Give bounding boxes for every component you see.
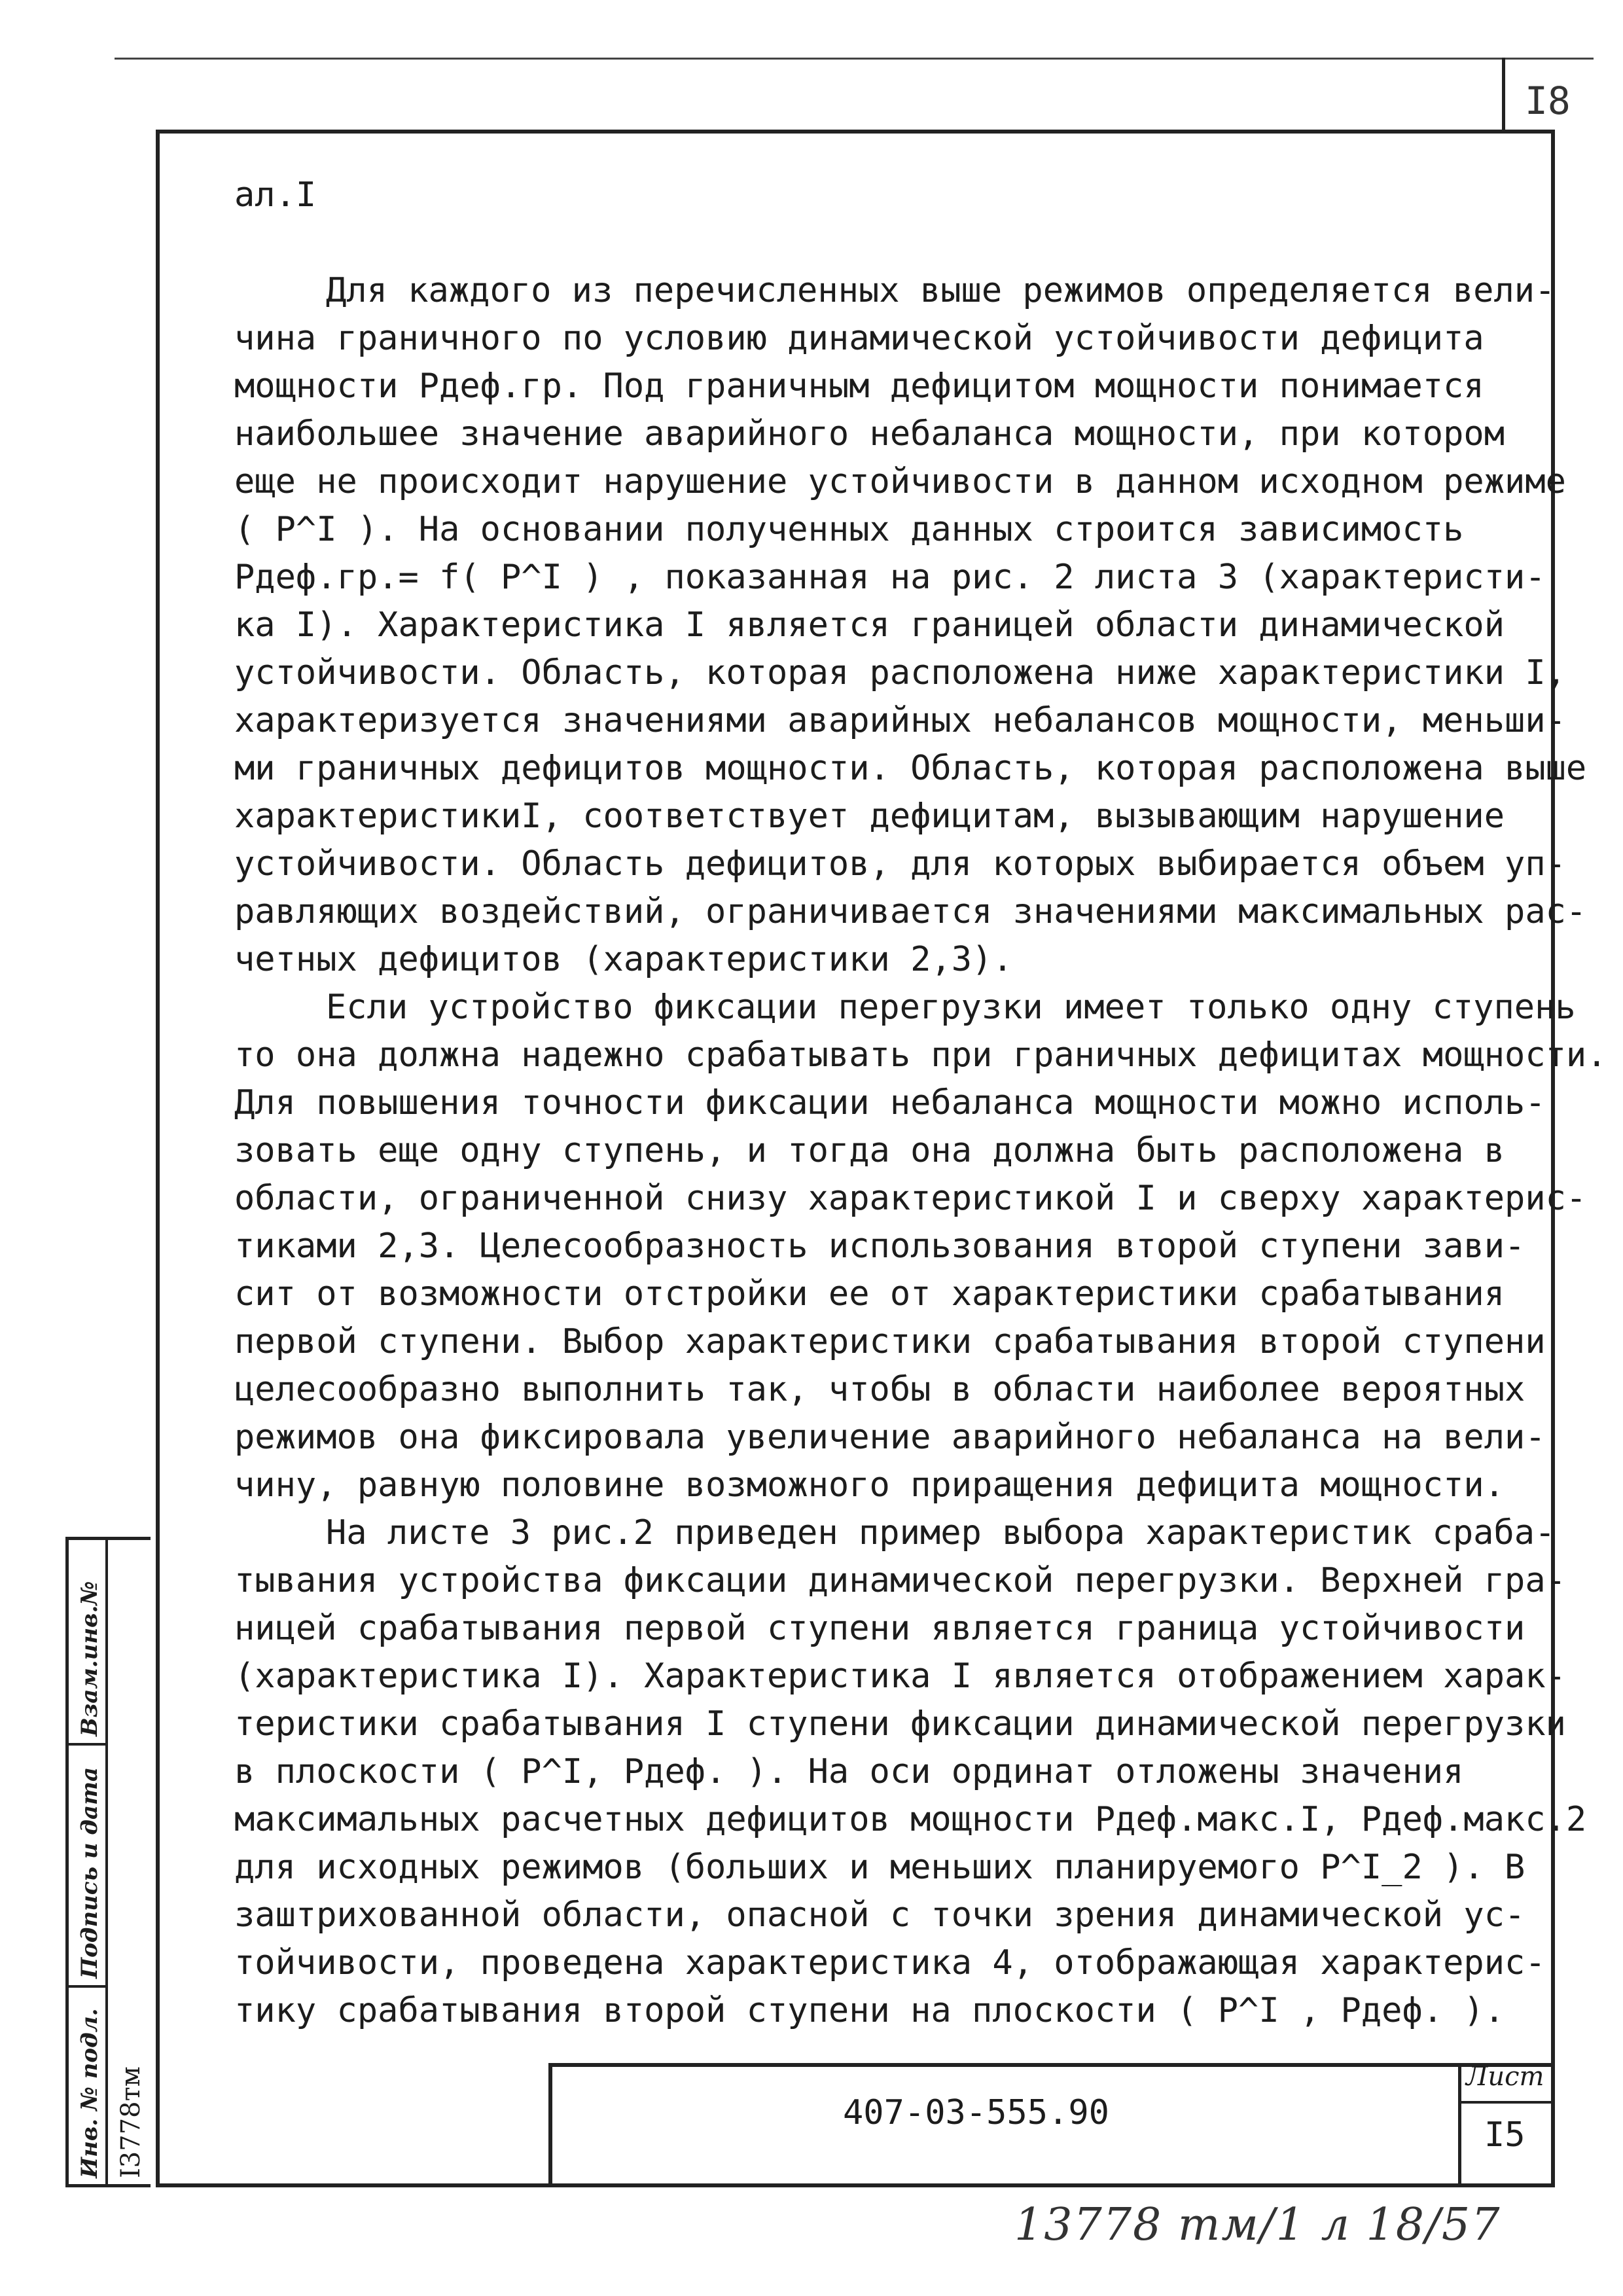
document-body bbox=[234, 171, 1607, 2035]
text-line: зовать еще одну ступень, и тогда она должна быть расположена в bbox=[234, 1131, 1505, 1170]
text-line: устойчивости. Область, которая расположена ниже характеристики I, bbox=[234, 653, 1566, 692]
handwritten-note: 13778 тм/1 л 18/57 bbox=[1014, 2199, 1501, 2251]
text-line: наибольшее значение аварийного небаланса мощности, при котором bbox=[234, 414, 1505, 454]
text-line: характеризуется значениями аварийных небалансов мощности, меньши- bbox=[234, 701, 1566, 740]
text-line: целесообразно выполнить так, чтобы в области наиболее вероятных bbox=[234, 1370, 1525, 1409]
text-line: равляющих воздействий, ограничивается значениями максимальных рас- bbox=[234, 892, 1587, 931]
document-number: 407-03-555.90 bbox=[843, 2093, 1109, 2132]
stamp-sign-label: Подпись и дата bbox=[77, 1767, 103, 1979]
text-line: тойчивости, проведена характеристика 4, отображающая характерис- bbox=[234, 1943, 1546, 1982]
text-line: устойчивости. Область дефицитов, для которых выбирается объем уп- bbox=[234, 844, 1566, 884]
text-line: характеристикиI, соответствует дефицитам, вызывающим нарушение bbox=[234, 797, 1505, 836]
sheet-divider bbox=[1458, 2101, 1555, 2104]
text-line: теристики срабатывания I ступени фиксации динамической перегрузки bbox=[234, 1704, 1566, 1744]
top-rule bbox=[115, 58, 1594, 60]
text-line: чину, равную половине возможного приращения дефицита мощности. bbox=[234, 1465, 1505, 1505]
sheet-label: Лист bbox=[1466, 2062, 1544, 2092]
stamp-replace-label: Взам.инв.№ bbox=[77, 1581, 103, 1736]
text-line: режимов она фиксировала увеличение аварийного небаланса на вели- bbox=[234, 1418, 1546, 1457]
text-line: тику срабатывания второй ступени на плоскости ( P^I , Pдеф. ). bbox=[234, 1991, 1505, 2030]
text-line: области, ограниченной снизу характеристикой I и сверху характерис- bbox=[234, 1179, 1587, 1218]
stamp-inv-label: Инв. № подл. bbox=[77, 2008, 103, 2178]
side-stamp bbox=[65, 1537, 151, 2187]
text-line: Для каждого из перечисленных выше режимов определяется вели- bbox=[326, 271, 1556, 310]
paragraph-3 bbox=[234, 1509, 1587, 2035]
text-line: (характеристика I). Характеристика I является отображением харак- bbox=[234, 1657, 1566, 1696]
text-line: сит от возможности отстройки ее от характеристики срабатывания bbox=[234, 1274, 1505, 1314]
corner-sheet-number: I8 bbox=[1525, 79, 1571, 123]
text-line: ка I). Характеристика I является границей области динамической bbox=[234, 605, 1505, 645]
text-line: тиками 2,3. Целесообразность использования второй ступени зави- bbox=[234, 1227, 1525, 1266]
text-line: мощности Рдеф.гр. Под граничным дефицитом мощности понимается bbox=[234, 367, 1484, 406]
text-line: ми граничных дефицитов мощности. Область, которая расположена выше bbox=[234, 749, 1587, 788]
text-line: максимальных расчетных дефицитов мощности Рдеф.макс.I, Рдеф.макс.2 bbox=[234, 1800, 1587, 1839]
text-line: для исходных режимов (больших и меньших планируемого P^I_2 ). В bbox=[234, 1848, 1525, 1887]
text-line: то она должна надежно срабатывать при граничных дефицитах мощности. bbox=[234, 1035, 1607, 1075]
text-line: еще не происходит нарушение устойчивости в данном исходном режиме bbox=[234, 462, 1566, 501]
text-line: первой ступени. Выбор характеристики срабатывания второй ступени bbox=[234, 1322, 1546, 1361]
text-line: чина граничного по условию динамической устойчивости дефицита bbox=[234, 319, 1484, 358]
text-line: в плоскости ( P^I, Pдеф. ). На оси ординат отложены значения bbox=[234, 1752, 1464, 1791]
sheet-number: I5 bbox=[1484, 2115, 1525, 2155]
text-line: ( P^I ). На основании полученных данных строится зависимость bbox=[234, 510, 1464, 549]
stamp-inv-value: I3778тм bbox=[116, 2066, 146, 2178]
text-line: заштрихованной области, опасной с точки зрения динамической ус- bbox=[234, 1895, 1525, 1935]
paragraph-1 bbox=[234, 267, 1587, 984]
text-line: тывания устройства фиксации динамической перегрузки. Верхней гра- bbox=[234, 1561, 1566, 1600]
paragraph-2 bbox=[234, 984, 1607, 1509]
text-line: На листе 3 рис.2 приведен пример выбора характеристик сраба- bbox=[326, 1513, 1556, 1552]
text-line: четных дефицитов (характеристики 2,3). bbox=[234, 940, 1013, 979]
text-line: ницей срабатывания первой ступени является граница устойчивости bbox=[234, 1609, 1525, 1648]
continuation-text: ал.I bbox=[234, 175, 317, 215]
text-line: Если устройство фиксации перегрузки имеет только одну ступень bbox=[326, 988, 1576, 1027]
text-line: Для повышения точности фиксации небаланса мощности можно исполь- bbox=[234, 1083, 1546, 1122]
text-line: Рдеф.гр.= f( P^I ) , показанная на рис. 2 листа 3 (характеристи- bbox=[234, 558, 1546, 597]
frame-tab-line bbox=[1502, 58, 1505, 131]
